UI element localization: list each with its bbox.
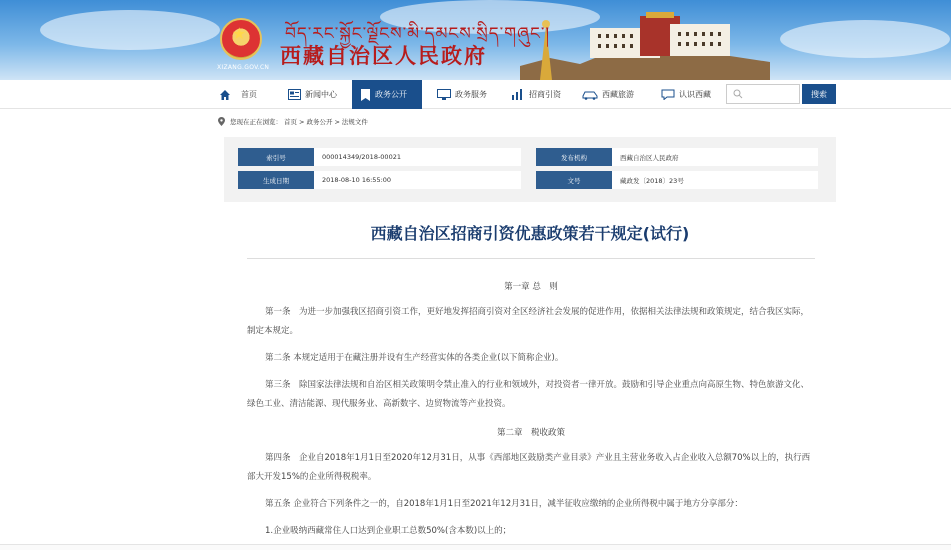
chapter-heading: 第二章 税收政策 [496,428,565,438]
header-banner [0,0,951,80]
document-info-panel [224,137,836,202]
date-label: 生成日期 [238,171,314,189]
cloud-decoration [780,20,950,58]
nav-item-news[interactable] [288,80,337,109]
chat-icon [661,89,675,100]
document-number-label: 文号 [536,171,612,189]
home-icon [219,89,231,101]
site-title[interactable]: 西藏自治区人民政府 [280,43,487,68]
breadcrumb-link-government-affairs[interactable]: 政务公开 [306,118,333,126]
article-title: 西藏自治区招商引资优惠政策若干规定(试行) [370,224,690,243]
article-paragraph: 第三条 除国家法律法规和自治区相关政策明令禁止准入的行业和领域外，对投资者一律开放。鼓励和引导企业重点向高原生物、特色旅游文化、绿色工业、清洁能源、现代服务业、高新数字、边贸物流等产业投资。 [247,380,810,409]
nav-label: 政务服务 [455,90,487,99]
search-input[interactable] [726,84,800,104]
breadcrumb [218,117,368,126]
newspaper-icon [288,89,301,100]
date-value: 2018-08-10 16:55:00 [314,171,521,189]
article-paragraph: 第二条 本规定适用于在藏注册并设有生产经营实体的各类企业(以下简称企业)。 [265,353,564,363]
article-paragraph: 第五条 企业符合下列条件之一的，自2018年1月1日至2021年12月31日，减半征收应缴纳的企业所得税中属于地方分享部分： [265,499,743,509]
chapter-heading: 第一章 总 则 [504,282,558,292]
article-paragraph: 第一条 为进一步加强我区招商引资工作，更好地发挥招商引资对全区经济社会发展的促进作用，依据相关法律法规和政策规定，结合我区实际，制定本规定。 [247,307,810,336]
article-paragraph: 第四条 企业自2018年1月1日至2020年12月31日，从事《西部地区鼓励类产业目录》产业且主营业务收入占企业收入总额70%以上的，执行西部大开发15%的企业所得税税率。 [247,453,811,482]
breadcrumb-separator: > [334,117,340,126]
nav-item-services[interactable] [437,80,487,109]
title-divider [247,258,815,259]
tibetan-site-title: བོད་རང་སྐྱོང་ལྗོངས་མི་དམངས་སྲིད་གཞུང་། [285,24,551,44]
publisher-label: 发布机构 [536,148,612,166]
nav-item-home[interactable] [219,80,257,109]
nav-item-tourism[interactable] [582,80,634,109]
nav-label: 招商引资 [529,90,561,99]
nav-item-investment[interactable] [511,80,561,109]
search-button[interactable]: 搜索 [802,84,836,104]
breadcrumb-link-home[interactable]: 首页 [284,118,297,126]
star-icon: ★ [232,24,247,43]
breadcrumb-prefix: 您现在正在浏览： [230,118,282,126]
breadcrumb-separator: > [299,117,305,126]
document-number-value: 藏政发〔2018〕23号 [612,171,818,189]
nav-item-government-affairs[interactable] [352,80,422,109]
publisher-value: 西藏自治区人民政府 [612,148,818,166]
bookmark-icon [360,89,371,101]
nav-item-about-tibet[interactable] [661,80,711,109]
bar-chart-icon [511,89,525,100]
nav-label: 新闻中心 [305,90,337,99]
site-domain: XIZANG.GOV.CN [217,64,270,71]
index-number-value: 000014349/2018-00021 [314,148,521,166]
breadcrumb-link-regulations[interactable]: 法规文件 [341,118,368,126]
article-paragraph: 1.企业吸纳西藏常住人口达到企业职工总数50%(含本数)以上的； [265,526,512,536]
search-icon [733,89,743,99]
nav-label: 认识西藏 [679,90,711,99]
nav-label: 政务公开 [375,90,407,99]
location-pin-icon [218,117,225,126]
bottom-edge [0,544,951,550]
index-number-label: 索引号 [238,148,314,166]
cloud-decoration [40,10,220,50]
car-icon [582,89,598,100]
monitor-icon [437,89,451,100]
nav-label: 西藏旅游 [602,90,634,99]
potala-palace-image [520,6,770,80]
nav-label: 首页 [241,90,257,99]
